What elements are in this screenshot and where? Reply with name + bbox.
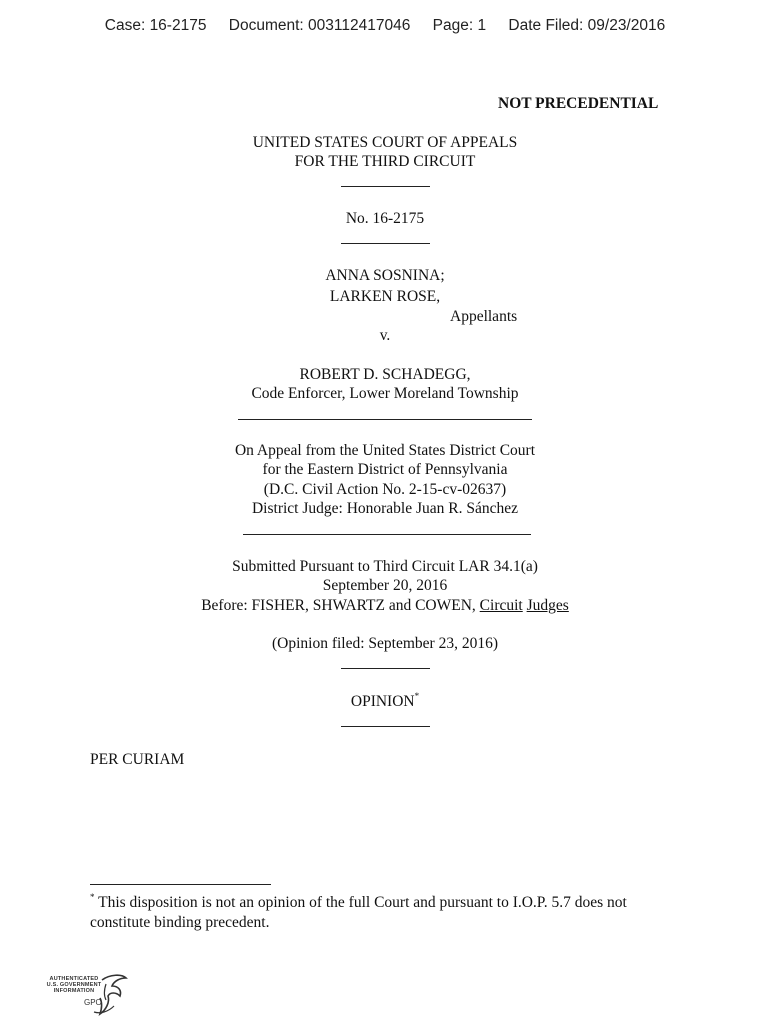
submission-date: September 20, 2016 bbox=[322, 577, 448, 594]
panel-judges: Before: FISHER, SHWARTZ and COWEN, bbox=[201, 597, 480, 614]
page-number: Page: 1 bbox=[432, 17, 487, 34]
judges-word: Judges bbox=[526, 597, 569, 614]
divider bbox=[341, 243, 430, 244]
circuit-word: Circuit bbox=[479, 597, 523, 614]
divider bbox=[341, 726, 430, 727]
appeal-line3: (D.C. Civil Action No. 2-15-cv-02637) bbox=[263, 481, 507, 498]
appellee-name: ROBERT D. SCHADEGG, bbox=[299, 366, 471, 383]
per-curiam: PER CURIAM bbox=[90, 751, 185, 768]
court-name-line1: UNITED STATES COURT OF APPEALS bbox=[252, 134, 518, 151]
logo-text-line3: INFORMATION bbox=[53, 988, 95, 994]
document-number: Document: 003112417046 bbox=[228, 17, 411, 34]
appeal-line2: for the Eastern District of Pennsylvania bbox=[262, 461, 508, 478]
precedential-designation: NOT PRECEDENTIAL bbox=[498, 95, 659, 112]
appellee-title: Code Enforcer, Lower Moreland Township bbox=[251, 385, 519, 402]
logo-text-line1: AUTHENTICATED bbox=[49, 976, 99, 982]
gpo-label: GPO bbox=[84, 998, 102, 1007]
divider bbox=[341, 186, 430, 187]
case-number: Case: 16-2175 bbox=[104, 17, 207, 34]
appellant-2: LARKEN ROSE, bbox=[329, 288, 441, 305]
divider bbox=[341, 668, 430, 669]
gpo-authentication-logo bbox=[44, 972, 128, 1018]
date-filed: Date Filed: 09/23/2016 bbox=[508, 17, 666, 34]
docket-number: No. 16-2175 bbox=[345, 210, 425, 227]
district-judge: District Judge: Honorable Juan R. Sánchez bbox=[251, 500, 519, 517]
opinion-filed-date: (Opinion filed: September 23, 2016) bbox=[272, 635, 498, 652]
logo-text-line2: U.S. GOVERNMENT bbox=[46, 982, 102, 988]
footnote-divider bbox=[90, 884, 271, 885]
footnote-text: This disposition is not an opinion of the full Court and pursuant to I.O.P. 5.7 does not bbox=[94, 894, 627, 911]
footnote-line1 bbox=[90, 893, 627, 912]
divider bbox=[238, 419, 532, 420]
submission-line: Submitted Pursuant to Third Circuit LAR 34.1(a) bbox=[232, 558, 538, 575]
appellant-role: Appellants bbox=[450, 308, 518, 325]
opinion-heading bbox=[0, 692, 770, 711]
opinion-label: OPINION bbox=[350, 693, 415, 710]
divider bbox=[243, 534, 531, 535]
footnote-line2: constitute binding precedent. bbox=[90, 914, 270, 931]
eagle-icon bbox=[44, 972, 128, 1018]
footnote-reference: * bbox=[414, 691, 420, 701]
footnote-marker: * bbox=[90, 892, 95, 902]
appeal-line1: On Appeal from the United States District Court bbox=[234, 442, 536, 459]
filing-header bbox=[0, 17, 770, 35]
court-name-line2: FOR THE THIRD CIRCUIT bbox=[294, 153, 476, 170]
versus: v. bbox=[379, 327, 391, 344]
appellant-1: ANNA SOSNINA; bbox=[325, 267, 445, 284]
panel-line bbox=[0, 596, 770, 615]
